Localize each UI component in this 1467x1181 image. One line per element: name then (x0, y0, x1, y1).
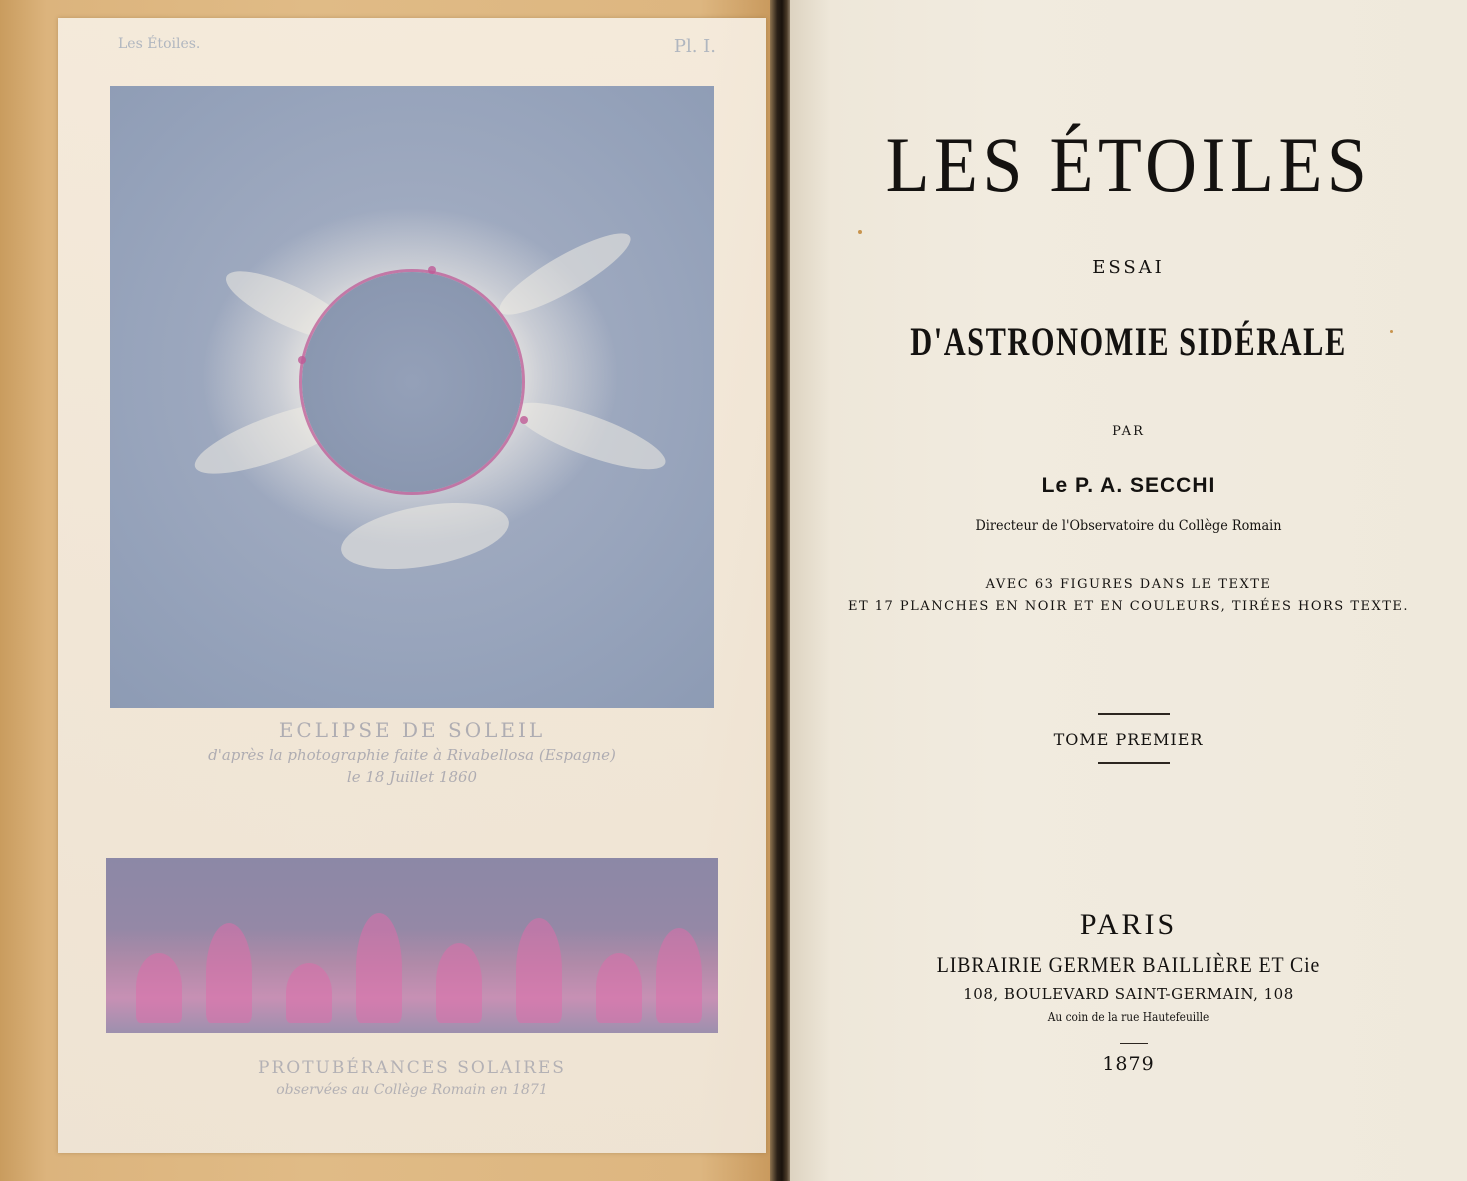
eclipse-caption-date: le 18 Juillet 1860 (346, 768, 478, 786)
divider-rule-bottom (1098, 762, 1170, 764)
subtitle-essai: ESSAI (1092, 257, 1165, 278)
plate-header-title: Les Étoiles. (118, 36, 201, 52)
book-title: LES ÉTOILES (885, 121, 1372, 208)
subtitle-astronomie: D'ASTRONOMIE SIDÉRALE (910, 319, 1347, 364)
prominence-flame (516, 918, 562, 1023)
eclipse-caption (110, 718, 714, 786)
prominences-caption (106, 1058, 718, 1098)
prominence-spot (298, 356, 306, 364)
volume-label: TOME PREMIER (1053, 730, 1204, 749)
figures-note-line1: AVEC 63 FIGURES DANS LE TEXTE (985, 577, 1272, 592)
publisher-address-note: Au coin de la rue Hautefeuille (1047, 1009, 1210, 1024)
prominence-flame (356, 913, 402, 1023)
foxing-spot (858, 230, 862, 234)
prominences-caption-title: PROTUBÉRANCES SOLAIRES (258, 1058, 566, 1078)
eclipse-caption-title: ECLIPSE DE SOLEIL (278, 718, 546, 742)
publisher-address: 108, BOULEVARD SAINT-GERMAIN, 108 (963, 985, 1294, 1003)
moon-disc (302, 272, 522, 492)
figures-note-line2: ET 17 PLANCHES EN NOIR ET EN COULEURS, TIRÉES HORS TEXTE. (847, 599, 1410, 614)
divider-rule-top (1098, 713, 1170, 715)
eclipse-illustration (110, 86, 714, 708)
eclipse-caption-subtitle: d'après la photographie faite à Rivabellosa (Espagne) (208, 746, 616, 764)
author-affiliation: Directeur de l'Observatoire du Collège Romain (975, 518, 1282, 534)
prominence-spot (428, 266, 436, 274)
prominence-spot (520, 416, 528, 424)
tissue-guard (58, 18, 766, 1153)
prominence-flame (206, 923, 252, 1023)
title-page (790, 0, 1467, 1181)
by-line: PAR (1112, 424, 1145, 439)
foxing-spot (1390, 330, 1393, 333)
prominence-flame (596, 953, 642, 1023)
author-name: Le P. A. SECCHI (1041, 474, 1216, 497)
plate-header (118, 36, 716, 66)
publication-year: 1879 (1102, 1053, 1155, 1075)
prominence-flame (436, 943, 482, 1023)
publication-city: PARIS (1079, 908, 1178, 941)
plate-number: Pl. I. (673, 36, 716, 57)
prominence-flame (286, 963, 332, 1023)
prominence-flame (136, 953, 182, 1023)
prominence-flame (656, 928, 702, 1023)
publisher-name: LIBRAIRIE GERMER BAILLIÈRE ET Cie (936, 952, 1321, 977)
prominences-illustration (106, 858, 718, 1033)
year-divider (1120, 1043, 1148, 1044)
prominences-caption-subtitle: observées au Collège Romain en 1871 (276, 1082, 548, 1098)
